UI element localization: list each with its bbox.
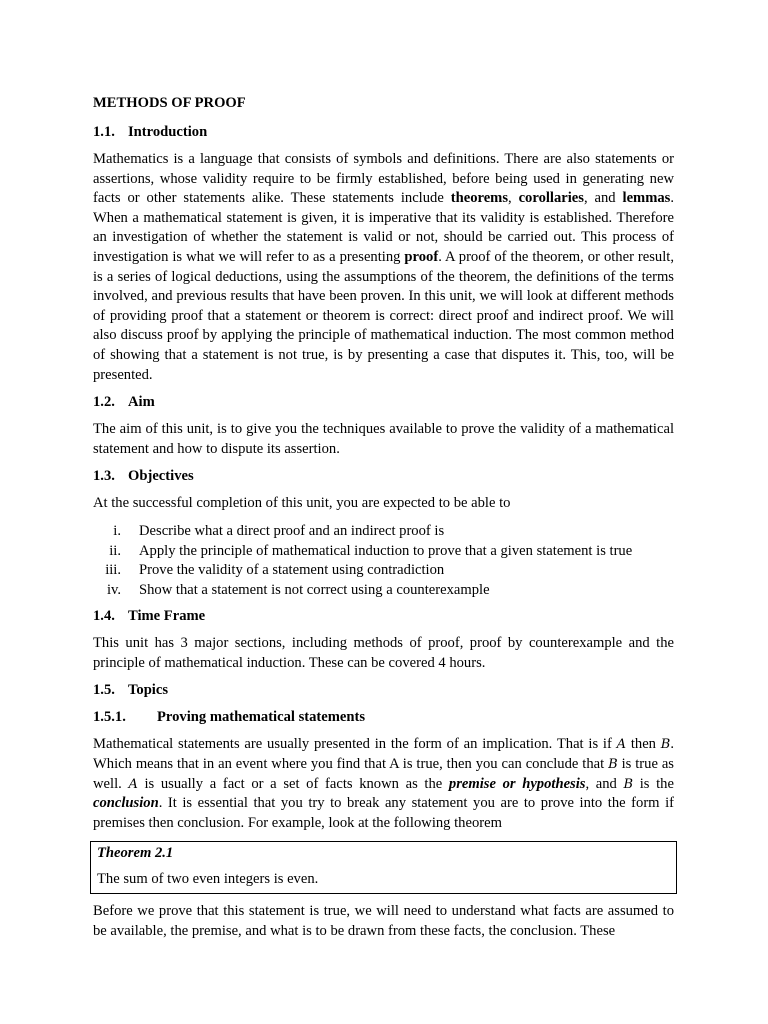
term-theorems: theorems: [450, 190, 509, 207]
list-marker: ii.: [109, 542, 121, 559]
list-item: [93, 522, 674, 542]
text-run: is usually a fact or a set of facts known as the: [137, 775, 449, 792]
closing-paragraph: Before we prove that this statement is true, we will need to understand what facts are assumed to be available, the premise, and what is to be drawn from these facts, the conclusion. These: [93, 903, 674, 940]
section-heading-topics: [93, 681, 674, 700]
section-title: Introduction: [128, 124, 208, 140]
section-heading-aim: [93, 393, 674, 412]
list-item-text: Apply the principle of mathematical induction to prove that a given statement is true: [139, 542, 633, 559]
text-run: , and: [585, 775, 624, 792]
time-frame-paragraph: This unit has 3 major sections, including methods of proof, proof by counterexample and the principle of mathematical induction. These can be covered 4 hours.: [93, 635, 674, 671]
section-number: 1.5.: [93, 682, 115, 699]
text-run: , and: [583, 190, 623, 207]
introduction-paragraph: [93, 150, 674, 385]
text-run: Mathematics is a language that consists of symbols and definitions. There are also statements or assertions, whose validity require to be firmly established, before being used in generating new facts or other statements alike. These statements include: [93, 151, 674, 207]
term-proof: proof: [404, 248, 439, 265]
text-run: ,: [508, 190, 519, 207]
text-run: Mathematical statements are usually presented in the form of an implication. That is if: [93, 736, 617, 753]
aim-paragraph: The aim of this unit, is to give you the techniques available to prove the validity of a mathematical statement and how to dispute its assertion.: [93, 421, 674, 457]
list-marker: i.: [113, 522, 121, 539]
section-heading-introduction: [93, 123, 674, 142]
text-run: . Which means that in an event where you find that A is true, then you can conclude that: [93, 736, 674, 773]
section-number: 1.2.: [93, 394, 115, 411]
section-title: Objectives: [128, 468, 194, 485]
math-variable-b: B: [608, 757, 618, 773]
text-run: . A proof of the theorem, or other result, is a series of logical deductions, using the assumptions of the theorem, the definitions of the terms involved, and previous results that have been proven. In this unit, we will look at different methods of providing proof that a statement or theorem is correct: direct proof and indirect proof. We will also discuss proof by applying the principle of mathematical induction. The most common method of showing that a statement is not true, is by presenting a case that disputes it. This, too, will be presented.: [93, 248, 674, 383]
objectives-lead: At the successful completion of this unit, you are expected to be able to: [93, 495, 511, 512]
section-number: 1.4.: [93, 608, 115, 625]
term-corollaries: corollaries: [518, 190, 584, 207]
section-number: 1.3.: [93, 468, 115, 485]
proving-paragraph: [93, 735, 674, 833]
math-variable-b: B: [660, 737, 671, 753]
section-heading-time-frame: [93, 607, 674, 626]
section-title: Proving mathematical statements: [157, 709, 366, 726]
subsection-heading-proving: [93, 708, 674, 727]
theorem-box: [90, 841, 677, 894]
term-conclusion: conclusion: [93, 795, 159, 812]
math-variable-b: B: [623, 776, 634, 792]
text-run: is true as well.: [93, 756, 674, 792]
section-title: Topics: [128, 682, 169, 699]
math-variable-a: A: [616, 737, 627, 753]
list-item: [93, 581, 674, 601]
section-number: 1.1.: [93, 124, 115, 140]
list-marker: iv.: [106, 581, 121, 598]
theorem-title: Theorem 2.1: [97, 845, 174, 862]
section-heading-objectives: [93, 467, 674, 486]
list-item: [93, 542, 674, 562]
section-number: 1.5.1.: [93, 709, 126, 726]
document-title: METHODS OF PROOF: [93, 95, 246, 111]
list-item-text: Show that a statement is not correct using a counterexample: [139, 581, 490, 598]
list-marker: iii.: [105, 562, 121, 579]
list-item-text: Describe what a direct proof and an indirect proof is: [139, 522, 445, 539]
list-item: [93, 561, 674, 581]
text-run: . When a mathematical statement is given, it is imperative that its validity is established. Therefore an investigation of whether the statement is valid or not, should be carried out. This process of investigation is what we will refer to as a presenting: [93, 190, 674, 265]
theorem-statement: The sum of two even integers is even.: [97, 871, 319, 888]
term-lemmas: lemmas: [622, 190, 671, 207]
text-run: is the: [633, 775, 674, 792]
term-premise: premise or hypothesis: [448, 775, 586, 792]
objectives-list: [93, 522, 674, 600]
section-title: Time Frame: [128, 608, 206, 625]
text-run: then: [626, 736, 661, 753]
text-run: . It is essential that you try to break any statement you are to prove into the form if premises then conclusion. For example, look at the following theorem: [93, 795, 674, 831]
math-variable-a: A: [128, 776, 138, 792]
list-item-text: Prove the validity of a statement using contradiction: [139, 562, 445, 579]
section-title: Aim: [128, 394, 155, 411]
